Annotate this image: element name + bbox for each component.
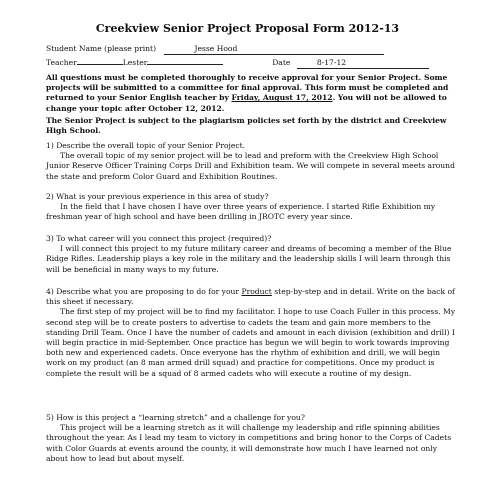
answer-4: The first step of my project will be to find my facilitator. I hope to use Coach Fuller in this process. My second step will be to create posters to advertise to cadets the team and gain more members to the standing Drill Team. Once I have the number of cadets and amount in each division (exhibition and drill) I will begin practice in mid-September. Once practice has begun we will begin to work towards improving both new and experienced cadets. Once everyone has the rhythm of exhibition and drill, we will begin work on my product (an 8 man armed drill squad) and practice for competitions. Once my product is complete the result will be a squad of 8 armed cadets who will execute a routine of my design. xyxy=(46,307,456,378)
answer-1: The overall topic of my senior project will be to lead and preform with the Creekview High School Junior Reserve Officer Training Corps Drill and Exhibition team. We will compete in several meets around the state and preform Color Guard and Exhibition Routines. xyxy=(46,151,455,181)
question-4-block xyxy=(46,287,456,379)
question-4-text-1: 4) Describe what you are proposing to do for your xyxy=(46,287,242,296)
deadline-date: Friday, August 17, 2012 xyxy=(231,93,333,103)
teacher-date-row xyxy=(46,58,429,69)
date-field: 8-17-12 xyxy=(297,58,429,69)
lester-field xyxy=(147,64,223,65)
product-word: Product xyxy=(241,287,272,296)
question-1: 1) Describe the overall topic of your Senior Project. xyxy=(46,141,246,150)
student-name-field: Jesse Hood xyxy=(164,44,384,55)
date-label: Date xyxy=(272,58,291,67)
lester-label: Lester xyxy=(122,58,148,67)
question-4-text-2: step-by-step and in detail. Write on the back of this sheet if necessary. xyxy=(46,287,455,307)
answer-2: In the field that I have chosen I have over three years of experience. I started Rifle Exhibition my freshman year of high school and have been drilling in JROTC every year since. xyxy=(46,202,436,222)
student-name-row xyxy=(46,44,384,55)
answer-3: I will connect this project to my future military career and dreams of becoming a member of the Blue Ridge Rifles. Leadership plays a key role in the military and the leadership skills I will learn through this will be beneficial in many ways to my future. xyxy=(46,244,452,274)
instructions-text-2: . You will not be allowed to change your topic after October 12, 2012. xyxy=(46,93,447,113)
answer-5: This project will be a learning stretch as it will challenge my leadership and rifle spinning abilities throughout the year. As I lead my team to victory in competitions and bring honor to the Corps of Cadets with Color Guards at events around the county, it will demonstrate how much I have learned not only about how to lead but about myself. xyxy=(46,423,452,463)
question-5-block xyxy=(46,413,456,464)
question-1-block xyxy=(46,141,456,182)
question-5: 5) How is this project a “learning stretch” and a challenge for you? xyxy=(46,413,305,422)
instructions-text-1: All questions must be completed thoroughly to receive approval for your Senior Project. Some projects will be submitted to a committee for final approval. This form must be completed and returned to your Senior English teacher by xyxy=(46,73,449,103)
plagiarism-statement: The Senior Project is subject to the plagiarism policies set forth by the district and Creekview High School. xyxy=(46,116,447,136)
instructions-paragraph xyxy=(46,73,456,114)
question-2: 2) What is your previous experience in this area of study? xyxy=(46,192,269,201)
question-4 xyxy=(46,287,456,307)
teacher-field xyxy=(77,64,123,65)
question-3-block xyxy=(46,234,456,275)
question-3: 3) To what career will you connect this project (required)? xyxy=(46,234,272,243)
question-2-block xyxy=(46,192,456,223)
form-title: Creekview Senior Project Proposal Form 2012-13 xyxy=(95,22,400,35)
teacher-label: Teacher xyxy=(46,58,77,67)
student-name-label: Student Name (please print) xyxy=(46,44,157,53)
